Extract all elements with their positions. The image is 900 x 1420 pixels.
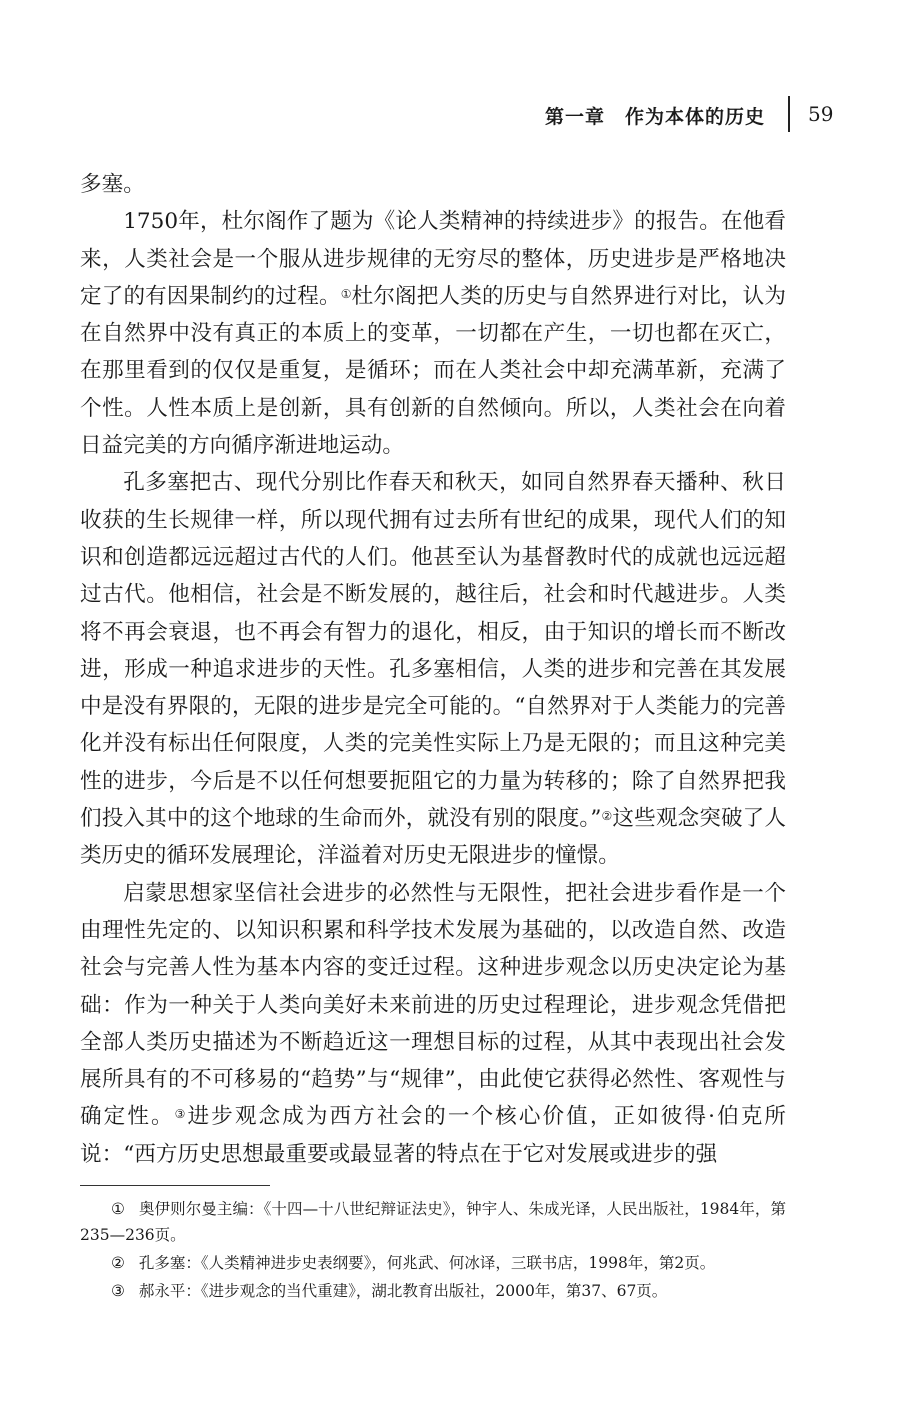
footnote-mark: ② [111,1254,125,1272]
footnote [80,1196,786,1248]
text-run: 1750年，杜尔阁作了题为《论人类精神的持续进步》的报告。在他看来，人类社会是一个服从进步规律的无穷尽的整体，历史进步是严格地决定了的有因果制约的过程。 [80,209,786,309]
footnote-ref-3: ③ [174,1107,188,1122]
footnote-ref-1: ① [340,286,352,301]
paragraph [80,875,786,1173]
paragraph [80,464,786,874]
text-run: 孔多塞把古、现代分别比作春天和秋天，如同自然界春天播种、秋日收获的生长规律一样，所以现代拥有过去所有世纪的成果，现代人们的知识和创造都远远超过古代的人们。他甚至认为基督教时代的成就也远远超过古代。他相信，社会是不断发展的，越往后，社会和时代越进步。人类将不再会衰退，也不再会有智力的退化，相反，由于知识的增长而不断改进，形成一种追求进步的天性。孔多塞相信，人类的进步和完善在其发展中是没有界限的，无限的进步是完全可能的。“自然界对于人类能力的完善化并没有标出任何限度，人类的完美性实际上乃是无限的；而且这种完美性的进步，今后是不以任何想要扼阻它的力量为转移的；除了自然界把我们投入其中的这个地球的生命而外，就没有别的限度。” [80,470,786,832]
text-run: 这些观念突破了人类历史的循环发展理论，洋溢着对历史无限进步的憧憬。 [80,806,786,869]
footnote-mark: ① [111,1200,125,1218]
main-text [80,166,786,1173]
page-number: 59 [808,102,834,126]
running-header [0,96,900,136]
header-divider [788,96,790,132]
footnote-mark: ③ [111,1282,125,1300]
footnote-text: 奥伊则尔曼主编：《十四—十八世纪辩证法史》，钟宇人、朱成光译，人民出版社，1984年，第235—236页。 [80,1200,786,1244]
chapter-title: 第一章 作为本体的历史 [544,106,765,128]
footnote-text: 郝永平：《进步观念的当代重建》，湖北教育出版社，2000年，第37、67页。 [138,1282,668,1300]
text-run: 启蒙思想家坚信社会进步的必然性与无限性，把社会进步看作是一个由理性先定的、以知识积累和科学技术发展为基础的，以改造自然、改造社会与完善人性为基本内容的变迁过程。这种进步观念以历史决定论为基础：作为一种关于人类向美好未来前进的历史过程理论，进步观念凭借把全部人类历史描述为不断趋近这一理想目标的过程，从其中表现出社会发展所具有的不可移易的“趋势”与“规律”，由此使它获得必然性、客观性与确定性。 [80,880,786,1130]
text-run: 多塞。 [80,172,145,197]
paragraph [80,203,786,464]
footnote-separator [80,1185,270,1186]
text-run: 进步观念成为西方社会的一个核心价值，正如彼得·伯克所说：“西方历史思想最重要或最显著的特点在于它对发展或进步的强 [80,1104,786,1167]
footnote-ref-2: ② [601,809,613,824]
footnote [80,1250,786,1276]
text-run: 杜尔阁把人类的历史与自然界进行对比，认为在自然界中没有真正的本质上的变革，一切都在产生，一切也都在灭亡，在那里看到的仅仅是重复，是循环；而在人类社会中却充满革新，充满了个性。人性本质上是创新，具有创新的自然倾向。所以，人类社会在向着日益完美的方向循序渐进地运动。 [80,283,786,459]
footnote-text: 孔多塞：《人类精神进步史表纲要》，何兆武、何冰译，三联书店，1998年，第2页。 [138,1254,716,1272]
paragraph-continued [80,166,786,203]
footnotes [80,1196,786,1306]
footnote [80,1278,786,1304]
